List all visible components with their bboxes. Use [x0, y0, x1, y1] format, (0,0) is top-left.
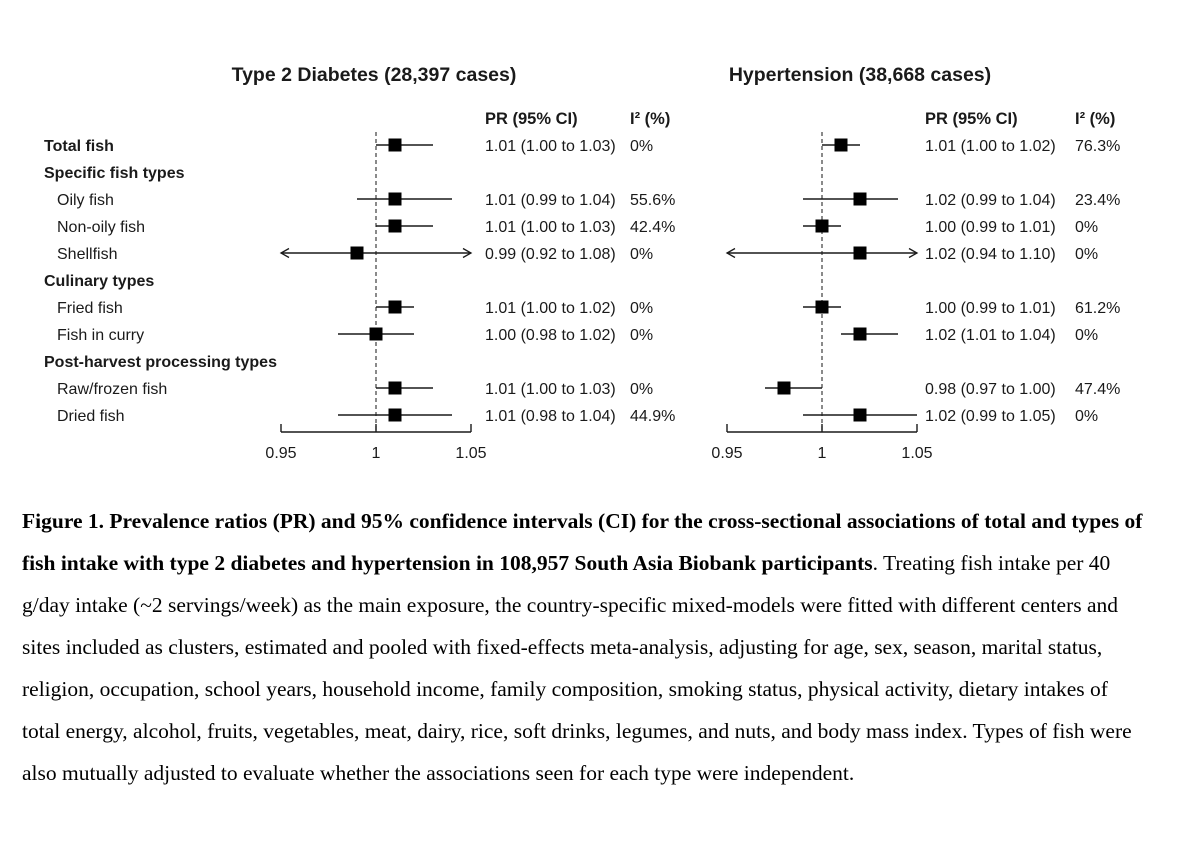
pr-value: 1.01 (1.00 to 1.03): [485, 138, 616, 155]
i2-value: 0%: [1075, 246, 1099, 263]
point-estimate-square: [370, 328, 383, 341]
row-label: Raw/frozen fish: [57, 381, 168, 398]
row-label: Shellfish: [57, 246, 118, 263]
x-axis-tick-label: 1: [371, 445, 381, 462]
pr-value: 1.00 (0.98 to 1.02): [485, 327, 616, 344]
point-estimate-square: [389, 139, 402, 152]
point-estimate-square: [389, 409, 402, 422]
i2-value: 0%: [630, 300, 654, 317]
i2-value: 23.4%: [1075, 192, 1121, 209]
pr-value: 1.00 (0.99 to 1.01): [925, 219, 1056, 236]
panel-title: Hypertension (38,668 cases): [728, 64, 992, 86]
row-label: Non-oily fish: [57, 219, 146, 236]
i2-value: 44.9%: [630, 408, 676, 425]
i2-value: 0%: [1075, 219, 1099, 236]
i2-value: 0%: [630, 246, 654, 263]
pr-value: 1.00 (0.99 to 1.01): [925, 300, 1056, 317]
pr-value: 1.02 (0.99 to 1.04): [925, 192, 1056, 209]
pr-value: 1.01 (1.00 to 1.02): [925, 138, 1056, 155]
point-estimate-square: [854, 247, 867, 260]
i2-value: 42.4%: [630, 219, 676, 236]
figure-caption: [22, 500, 1144, 794]
point-estimate-square: [778, 382, 791, 395]
x-axis-tick-label: 0.95: [265, 445, 297, 462]
i2-value: 61.2%: [1075, 300, 1121, 317]
pr-value: 1.01 (1.00 to 1.02): [485, 300, 616, 317]
pr-value: 0.98 (0.97 to 1.00): [925, 381, 1056, 398]
point-estimate-square: [389, 382, 402, 395]
i2-value: 0%: [630, 138, 654, 155]
point-estimate-square: [816, 301, 829, 314]
row-label: Oily fish: [57, 192, 114, 209]
point-estimate-square: [854, 409, 867, 422]
i2-value: 55.6%: [630, 192, 676, 209]
point-estimate-square: [389, 193, 402, 206]
point-estimate-square: [816, 220, 829, 233]
point-estimate-square: [351, 247, 364, 260]
pr-value: 1.01 (0.98 to 1.04): [485, 408, 616, 425]
i2-value: 0%: [630, 381, 654, 398]
row-label: Fried fish: [57, 300, 123, 317]
x-axis-tick-label: 0.95: [711, 445, 743, 462]
i2-column-header: I² (%): [630, 110, 671, 128]
row-label: Specific fish types: [44, 165, 185, 182]
i2-column-header: I² (%): [1075, 110, 1116, 128]
pr-value: 1.01 (1.00 to 1.03): [485, 219, 616, 236]
point-estimate-square: [854, 328, 867, 341]
i2-value: 0%: [1075, 408, 1099, 425]
row-label: Dried fish: [57, 408, 125, 425]
pr-value: 1.02 (1.01 to 1.04): [925, 327, 1056, 344]
point-estimate-square: [854, 193, 867, 206]
i2-value: 0%: [630, 327, 654, 344]
panel-title: Type 2 Diabetes (28,397 cases): [231, 64, 517, 86]
row-label: Fish in curry: [57, 327, 145, 344]
x-axis-tick-label: 1.05: [901, 445, 933, 462]
point-estimate-square: [389, 220, 402, 233]
row-label: Total fish: [44, 138, 114, 155]
point-estimate-square: [389, 301, 402, 314]
i2-value: 47.4%: [1075, 381, 1121, 398]
pr-value: 0.99 (0.92 to 1.08): [485, 246, 616, 263]
pr-value: 1.01 (0.99 to 1.04): [485, 192, 616, 209]
pr-column-header: PR (95% CI): [485, 110, 578, 128]
pr-value: 1.02 (0.94 to 1.10): [925, 246, 1056, 263]
pr-value: 1.01 (1.00 to 1.03): [485, 381, 616, 398]
point-estimate-square: [835, 139, 848, 152]
x-axis-tick-label: 1.05: [455, 445, 487, 462]
caption-body-text: . Treating fish intake per 40 g/day intake (~2 servings/week) as the main exposure, the country-specific mixed-models were fitted with different centers and sites included as clusters, estimated and pooled with fixed-effects meta-analysis, adjusting for age, sex, season, marital status, religion, occupation, school years, household income, family composition, smoking status, physical activity, dietary intakes of total energy, alcohol, fruits, vegetables, meat, dairy, rice, soft drinks, legumes, and nuts, and body mass index. Types of fish were also mutually adjusted to evaluate whether the associations seen for each type were independent.: [22, 551, 1132, 785]
caption-bold-text: Figure 1. Prevalence ratios (PR) and 95% confidence intervals (CI) for the cross-sectional associations of total and types of fish intake with type 2 diabetes and hypertension in 108,957 South Asia Biobank participants: [22, 509, 1143, 575]
row-label: Culinary types: [44, 273, 155, 290]
x-axis-tick-label: 1: [817, 445, 827, 462]
i2-value: 76.3%: [1075, 138, 1121, 155]
pr-value: 1.02 (0.99 to 1.05): [925, 408, 1056, 425]
pr-column-header: PR (95% CI): [925, 110, 1018, 128]
row-label: Post-harvest processing types: [44, 354, 277, 371]
i2-value: 0%: [1075, 327, 1099, 344]
